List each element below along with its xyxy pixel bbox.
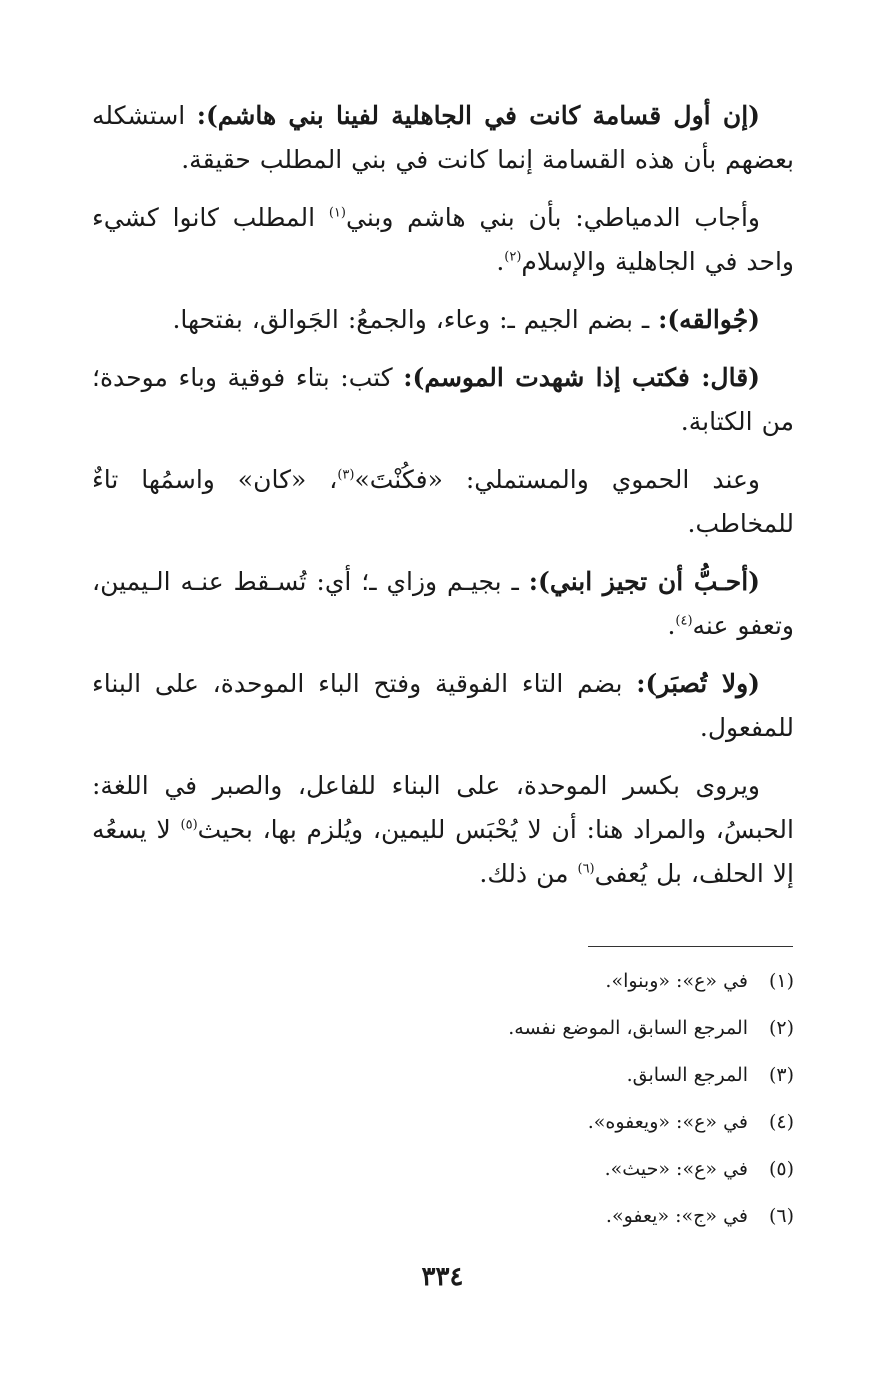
main-text [92, 94, 794, 910]
commentary-text: ـ بجيـم وزاي ـ؛ أي: تُسـقط عنـه الـيمين، وتعفو عنه [92, 567, 794, 640]
paragraph-6 [92, 560, 794, 648]
commentary-text: ، «كان» واسمُها تاءٌ للمخاطب. [92, 465, 794, 538]
footnote-marker-4[interactable]: (٤) [675, 613, 693, 629]
quoted-phrase: (أحـبُّ أن تجيز ابني): [528, 567, 760, 596]
page-number: ٣٣٤ [421, 1262, 464, 1292]
footnote-marker-6[interactable]: (٦) [577, 861, 595, 877]
quoted-phrase: (إن أول قسامة كانت في الجاهلية لفينا بني هاشم): [196, 101, 760, 130]
quoted-phrase: (جُوالقه): [658, 305, 760, 334]
commentary-text: كتب: بتاء فوقية وباء موحدة؛ من الكتابة. [92, 363, 794, 436]
footnote-3 [92, 1056, 794, 1103]
footnote-text: في «ع»: «ويعفوه». [587, 1111, 748, 1133]
footnote-text: في «ع»: «حيث». [604, 1158, 748, 1180]
commentary-text: استشكله بعضهم بأن هذه القسامة إنما كانت في بني المطلب حقيقة. [92, 101, 794, 174]
footnote-5 [92, 1150, 794, 1197]
commentary-text: بضم التاء الفوقية وفتح الباء الموحدة، على البناء للمفعول. [92, 669, 794, 742]
paragraph-7 [92, 662, 794, 750]
commentary-text: المطلب كانوا كشيء واحد في الجاهلية والإسلام [92, 203, 794, 276]
footnote-text: المرجع السابق. [626, 1064, 748, 1086]
footnote-text: في «ع»: «وبنوا». [605, 970, 748, 992]
paragraph-1 [92, 94, 794, 182]
footnote-number: (٢) [768, 1017, 794, 1039]
commentary-text: وأجاب الدمياطي: بأن بني هاشم وبني [345, 203, 761, 232]
commentary-text: من ذلك. [479, 859, 578, 888]
footnote-number: (٤) [768, 1111, 794, 1133]
commentary-text: لا يسعُه إلا الحلف، بل يُعفى [92, 815, 794, 888]
footnote-6 [92, 1197, 794, 1244]
commentary-text: . [667, 611, 676, 640]
footnote-number: (٦) [768, 1205, 794, 1227]
footnote-number: (٣) [768, 1064, 794, 1086]
footnote-marker-2[interactable]: (٢) [504, 249, 522, 265]
footnotes [92, 962, 794, 1244]
paragraph-2 [92, 196, 794, 284]
footnote-text: المرجع السابق، الموضع نفسه. [508, 1017, 748, 1039]
paragraph-3 [92, 298, 794, 342]
paragraph-8 [92, 764, 794, 896]
commentary-text: ويروى بكسر الموحدة، على البناء للفاعل، والصبر في اللغة: الحبسُ، والمراد هنا: أن لا يُحْبَس لليمين، ويُلزم بها، بحيث [92, 771, 794, 844]
paragraph-5 [92, 458, 794, 546]
footnote-number: (١) [768, 970, 794, 992]
footnote-text: في «ج»: «يعفو». [605, 1205, 748, 1227]
commentary-text: . [496, 247, 505, 276]
footnote-2 [92, 1009, 794, 1056]
footnote-separator [588, 946, 793, 947]
paragraph-4 [92, 356, 794, 444]
footnote-marker-5[interactable]: (٥) [180, 817, 198, 833]
commentary-text: ـ بضم الجيم ـ: وعاء، والجمعُ: الجَوالق، بفتحها. [172, 305, 659, 334]
commentary-text: وعند الحموي والمستملي: «فكُنْتَ» [354, 465, 760, 494]
footnote-number: (٥) [768, 1158, 794, 1180]
quoted-phrase: (ولا تُصبَر): [636, 669, 760, 698]
footnote-marker-3[interactable]: (٣) [337, 467, 355, 483]
footnote-4 [92, 1103, 794, 1150]
footnote-marker-1[interactable]: (١) [328, 205, 346, 221]
footnote-1 [92, 962, 794, 1009]
quoted-phrase: (قال: فكتب إذا شهدت الموسم): [403, 363, 760, 392]
